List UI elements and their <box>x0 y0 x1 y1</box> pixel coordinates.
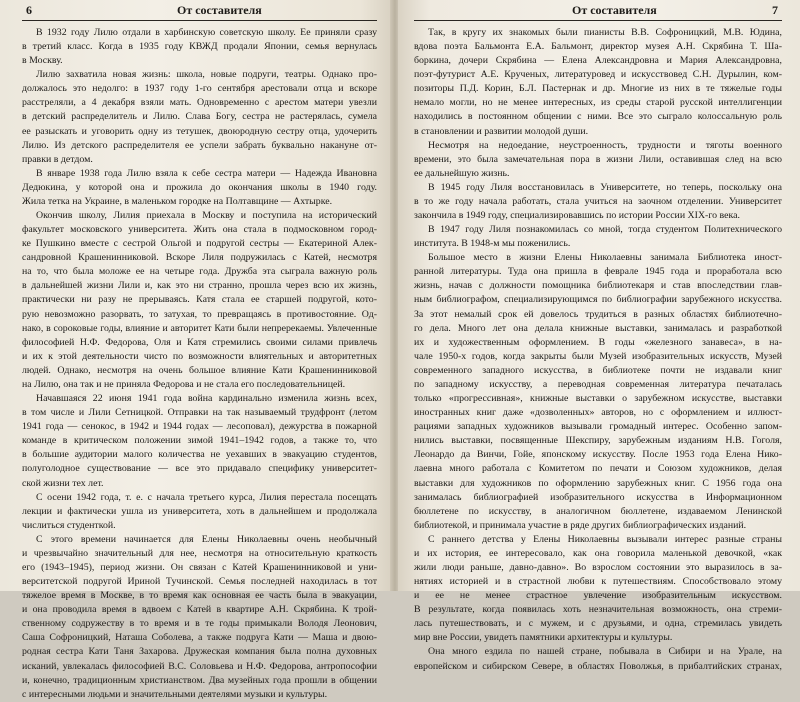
text-line: и она проводила время в вдвоем с Катей в квартире А.Н. Скрябина. К трой- <box>22 604 377 616</box>
text-line: в дальнейшей жизни Лили и, как это ни странно, прошла через всю их жизнь, <box>22 280 377 292</box>
text-line: должалось это недолго: в 1937 году 1-го сентября арестовали отца и вскоре <box>22 83 377 95</box>
text-line: мир вне России, увидеть памятники архитектуры и культуры. <box>414 632 673 644</box>
text-line: В 1947 году Лиля познакомилась со мной, тогда студентом Политехнического <box>428 224 782 236</box>
text-line: его (1943–1945), период жизни. Он связан с Катей Крашенинниковой и уни- <box>22 561 377 573</box>
text-line: и ее не менее страстное увлечение изобразительным искусством. <box>414 590 782 602</box>
text-line: ской жизни тех лет. <box>22 477 104 489</box>
text-line: библиотекой, и принимала участие в ряде других библиографических изданий. <box>414 519 747 531</box>
page-number: 7 <box>772 3 778 17</box>
right-page-header <box>414 2 782 21</box>
text-line: Лилю. Из детского распределителя ее успели забрать буквально накануне от- <box>22 139 377 151</box>
text-line: рую невозможно разорвать, то затухая, то превращаясь в противостояние. Од- <box>22 308 377 320</box>
left-page-header <box>22 2 377 21</box>
text-line: За этот немалый срок ей довелось трудиться в разных областях библиотечно- <box>414 308 782 320</box>
text-line: го дела. Много лет она делала книжные выставки, занималась и разработкой <box>414 322 782 334</box>
text-line: в детский распределитель и Лилю. Слава Богу, сестра не растерялась, сумела <box>22 111 377 123</box>
page-number: 6 <box>26 3 32 17</box>
text-line: и их к этой деятельности чисто по возможности влиятельных и авторитетных <box>22 350 377 362</box>
text-line: 1941 года — сенокос, в 1942 и 1944 годах — лесоповал), дежурства в пожарной <box>22 421 377 433</box>
text-line: в становлении и развитии молодой души. <box>414 125 589 137</box>
text-line: расстреляли, а 4 декабря взяли мать. Одновременно с арестом матери увезли <box>22 97 377 109</box>
text-line: позиторы П.Д. Корин, Б.Л. Пастернак и др. Многие из них в те тяжелые годы <box>414 83 782 95</box>
text-line: Окончив школу, Лилия приехала в Москву и поступила на исторический <box>36 210 377 222</box>
text-line: верситетской подругой Ириной Тучинской. Семья последней находилась в тот <box>22 576 377 588</box>
text-line: В результате, когда появилась хоть незначительная возможность, она стреми- <box>414 604 782 616</box>
text-line: Жила тетка на Украине, в маленьком городке на Полтавщине — Ахтырке. <box>22 195 333 207</box>
text-line: лекции и фактически ушла из университета, хоть в дальнейшем и продолжала <box>22 505 377 517</box>
text-line: Саша Софроницкий, Наташа Соболева, а также подруга Кати — Маша и двою- <box>22 632 377 644</box>
text-line: В 1945 году Лиля восстановилась в Университете, но теперь, поскольку она <box>428 181 782 193</box>
text-line: боркина, дочери Скрябина — Елена Александровна и Мария Александровна, <box>414 55 782 67</box>
text-line: тяжелое время в Москве, в то время как основная ее часть была в эвакуации, <box>22 590 377 602</box>
text-line: выставки для художников по оформлению зарубежных книг. С 1956 года она <box>414 477 782 489</box>
text-line: полуголодное существование — все это придавало специфику университет- <box>22 463 377 475</box>
text-line: времени, это была замечательная пора в жизни Лили, оставившая след на всю <box>414 153 782 165</box>
text-line: поэт-футурист А.Е. Крученых, литературовед и искусствовед С.Н. Дурылин, ком- <box>414 69 782 81</box>
text-line: Леонардо да Винчи, Гойе, японскому искусству. После 1953 года Елена Нико- <box>414 449 782 461</box>
left-body-text <box>22 26 377 702</box>
text-line: ранной литературы. Туда она пришла в феврале 1945 года и проработала всю <box>414 266 782 278</box>
text-line: жили люди раньше, давно-давно». Во взрослом состоянии это выразилось в за- <box>414 561 782 573</box>
text-line: иностранных книг даже «дозволенных» авторов, но с оформлением и иллюст- <box>414 407 782 419</box>
text-line: Так, в кругу их знакомых были пианисты В.В. Софроницкий, М.В. Юдина, <box>428 27 782 38</box>
text-line: и их история, ее интересовало, как она говорила маленькой девочкой, «как <box>414 547 782 559</box>
text-line: в то же году начала работать, стала учиться на заочном отделении. Университет <box>414 195 782 207</box>
text-line: современного западного искусства, в библиотеке почти не издавали книг <box>414 364 782 376</box>
text-line: жизнь, начав с должности помощника библиотекаря и став впоследствии глав- <box>414 280 782 292</box>
text-line: философией Н.Ф. Федорова, Оля и Катя стремились своими силами привлечь <box>22 336 377 348</box>
right-body-text <box>414 26 782 674</box>
text-line: лась путешествовать, и с мужем, и с друзьями, и одна, стремилась увидеть <box>414 618 782 630</box>
text-line: исканий, увлекалась философией В.С. Соловьева и Н.Ф. Федорова, антропософии <box>22 660 377 672</box>
text-line: чале 1950-х годов, когда закрыты были Музей изобразительных искусств, Музей <box>414 350 782 362</box>
running-title: От составителя <box>177 3 262 17</box>
text-line: практически ни разу не прерываясь. Катя стала ее старшей подругой, кото- <box>22 294 377 306</box>
text-line: закончила в 1949 году, специализировавшись по истории России XIX-го века. <box>414 210 740 222</box>
running-title: От составителя <box>572 3 657 17</box>
text-line: ным библиографом, специализирующимся по библиографии зарубежного искусства. <box>414 294 782 306</box>
text-line: В 1932 году Лилю отдали в харбинскую советскую школу. Ее приняли сразу <box>36 27 377 38</box>
text-line: в том числе и Лили Сетницкой. Отправки на так называемый трудфронт (летом <box>22 407 377 419</box>
text-line: Лилю захватила новая жизнь: школа, новые подруги, театры. Однако про- <box>36 69 377 81</box>
text-line: в третий класс. Когда в 1935 году КВЖД продали Японии, семья вернулась <box>22 41 377 53</box>
text-line: ее дальнейшую жизнь. <box>414 167 510 179</box>
text-line: на Лилю, она так и не приняла Федорова и не стала его последовательницей. <box>22 378 346 390</box>
text-line: в большие аудитории малого количества не уехавших в эвакуацию студентов, <box>22 449 377 461</box>
text-line: находились в постоянном общении с ними. Все это сыграло колоссальную роль <box>414 111 782 123</box>
right-page <box>398 0 800 672</box>
text-line: на то, что была моложе ее на четыре года. Дружба эта сыграла важную роль <box>22 266 377 278</box>
text-line: сандровной Крашенинниковой. Вскоре Лиля подружилась с Катей, несмотря <box>22 252 377 264</box>
text-line: европейском и сибирском Севере, в областях Поволжья, в прибалтийских странах, <box>414 660 782 672</box>
text-line: и чрезвычайно значительный для нее, несмотря на относительную краткость <box>22 547 377 559</box>
text-line: ке Пушкино вместе с сестрой Ольгой и подругой сестры — Екатериной Алек- <box>22 238 377 250</box>
text-line: с интересными людьми и значительными деятелями музыки и культуры. <box>22 688 328 700</box>
text-line: вдова поэта Бальмонта Е.А. Бальмонт, директор музея А.Н. Скрябина Т. Ша- <box>414 41 782 53</box>
text-line: родная сестра Кати Таня Захарова. Дружеская компания была полна духовных <box>22 646 377 658</box>
text-line: и, конечно, традиционным христианством. Два музейных года прошли в общении <box>22 674 377 686</box>
text-line: С осени 1942 года, т. е. с начала третьего курса, Лилия перестала посещать <box>36 491 377 503</box>
text-line: нились выставки, посвященные Шекспиру, зарубежным изданиям Н.В. Гоголя, <box>414 435 782 447</box>
text-line: Несмотря на недоедание, неустроенность, трудности и тяготы военного <box>428 139 782 151</box>
left-page <box>0 0 392 700</box>
text-line: их и художественным оформлением. В годы «железного занавеса», в на- <box>414 336 782 348</box>
text-line: команде в критическом положении зимой 1941–1942 годов, а также то, что <box>22 435 377 447</box>
text-line: В январе 1938 года Лилю взяла к себе сестра матери — Надежда Ивановна <box>36 167 377 179</box>
text-line: по западному искусству, а переводная современная литература печаталась <box>414 378 782 390</box>
text-line: занималась библиографией изобразительного искусства в Информационном <box>414 491 782 503</box>
text-line: института. В 1948-м мы поженились. <box>414 238 571 250</box>
text-line: ственному содружеству в то время и в те годы примыкали Володя Леонович, <box>22 618 377 630</box>
text-line: только «прогрессивная», книжные выставки о зарубежном искусстве, выставки <box>414 393 782 405</box>
text-line: факультет московского университета. Жить она стала в подмосковном город- <box>22 224 377 236</box>
text-line: ее разыскать и уговорить одну из тетушек, двоюродную сестру отца, удочерить <box>22 125 377 137</box>
text-line: Она много ездила по нашей стране, побывала в Сибири и на Урале, на <box>428 646 782 658</box>
text-line: людей. Однако, несмотря на очень большое влияние Кати Крашенинниковой <box>22 364 377 376</box>
text-line: немало могли, но не менее интересных, из среды старой русской интеллигенции <box>414 97 782 109</box>
text-line: нако, в сороковые годы, влияние и авторитет Кати были непререкаемы. Увлеченные <box>22 322 377 334</box>
text-line: С раннего детства у Елены Николаевны вызывали интерес разные страны <box>428 533 782 545</box>
text-line: в Москву. <box>22 55 63 67</box>
text-line: Большое место в жизни Елены Николаевны занимала Библиотека иност- <box>428 252 782 264</box>
text-line: С этого времени начинается для Елены Николаевны очень необычный <box>36 533 377 545</box>
text-line: правки в детдом. <box>22 153 93 165</box>
text-line: лаевна много работала с Комитетом по печати и Союзом художников, делая <box>414 463 782 475</box>
text-line: нятиях историей и в страстной любви к путешествиям. Способствовало этому <box>414 576 782 588</box>
text-line: рациями западных художников вызывали громадный интерес. Особенно запом- <box>414 421 782 433</box>
text-line: числиться студенткой. <box>22 519 116 531</box>
text-line: Дедюкина, у которой она и прожила до окончания школы в 1940 году. <box>22 181 377 193</box>
text-line: бюллетене по искусству, в аналогичном бюллетене, издаваемом Ленинской <box>414 505 782 517</box>
text-line: Начавшаяся 22 июня 1941 года война кардинально изменила жизнь всех, <box>36 393 377 405</box>
